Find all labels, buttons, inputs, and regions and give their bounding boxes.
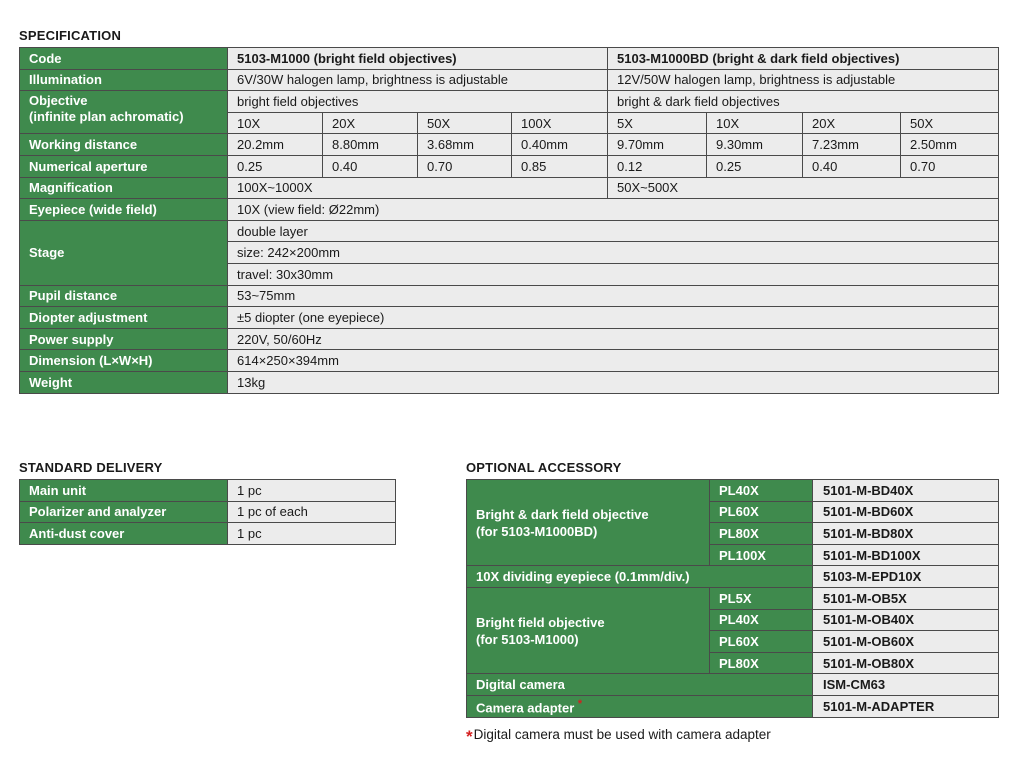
dimension-value: 614×250×394mm — [228, 350, 999, 372]
numerical-aperture-value: 0.40 — [803, 155, 901, 177]
objective-m1000: bright field objectives — [228, 91, 608, 113]
bd-objective-label — [467, 480, 710, 566]
camera-adapter-label: Camera adapter — [476, 699, 575, 715]
objective-m1000bd: bright & dark field objectives — [608, 91, 999, 113]
specification-table — [19, 47, 999, 394]
numerical-aperture-value: 0.70 — [418, 155, 512, 177]
code-m1000: 5103-M1000 (bright field objectives) — [228, 48, 608, 70]
objective-mag: 5X — [608, 112, 707, 134]
numerical-aperture-value: 0.70 — [901, 155, 999, 177]
b-objective-model: PL40X — [710, 609, 813, 631]
objective-mag: 10X — [228, 112, 323, 134]
row-power — [20, 328, 999, 350]
working-distance-value: 7.23mm — [803, 134, 901, 156]
b-objective-line1: Bright field objective — [476, 614, 605, 630]
table-row — [20, 501, 396, 523]
delivery-title: STANDARD DELIVERY — [19, 460, 163, 475]
delivery-value: 1 pc — [228, 480, 396, 502]
bd-objective-line1: Bright & dark field objective — [476, 506, 649, 522]
label-power: Power supply — [20, 328, 228, 350]
label-diopter: Diopter adjustment — [20, 307, 228, 329]
label-pupil-distance: Pupil distance — [20, 285, 228, 307]
label-objective — [20, 91, 228, 134]
row-code — [20, 48, 999, 70]
camera-adapter-code: 5101-M-ADAPTER — [813, 695, 999, 717]
b-objective-code: 5101-M-OB60X — [813, 631, 999, 653]
row-weight — [20, 371, 999, 393]
stage-value: double layer — [228, 220, 999, 242]
label-objective-line2: (infinite plan achromatic) — [29, 109, 184, 125]
table-row — [20, 480, 396, 502]
row-diopter — [20, 307, 999, 329]
label-working-distance: Working distance — [20, 134, 228, 156]
label-eyepiece: Eyepiece (wide field) — [20, 199, 228, 221]
numerical-aperture-value: 0.25 — [228, 155, 323, 177]
label-objective-line1: Objective — [29, 93, 88, 109]
table-row — [467, 695, 999, 717]
b-objective-code: 5101-M-OB40X — [813, 609, 999, 631]
specification-title: SPECIFICATION — [19, 28, 122, 43]
label-numerical-aperture: Numerical aperture — [20, 155, 228, 177]
eyepiece-value: 10X (view field: Ø22mm) — [228, 199, 999, 221]
code-m1000bd: 5103-M1000BD (bright & dark field objectives) — [608, 48, 999, 70]
working-distance-value: 9.70mm — [608, 134, 707, 156]
b-objective-code: 5101-M-OB80X — [813, 652, 999, 674]
footnote — [466, 724, 771, 744]
bd-objective-code: 5101-M-BD80X — [813, 523, 999, 545]
dividing-eyepiece-label: 10X dividing eyepiece (0.1mm/div.) — [467, 566, 813, 588]
objective-mag: 50X — [901, 112, 999, 134]
power-value: 220V, 50/60Hz — [228, 328, 999, 350]
bd-objective-code: 5101-M-BD40X — [813, 480, 999, 502]
objective-mag: 50X — [418, 112, 512, 134]
bd-objective-code: 5101-M-BD100X — [813, 544, 999, 566]
row-illumination — [20, 69, 999, 91]
bd-objective-line2: (for 5103-M1000BD) — [476, 523, 598, 539]
row-working-distance — [20, 134, 999, 156]
digital-camera-code: ISM-CM63 — [813, 674, 999, 696]
b-objective-model: PL5X — [710, 587, 813, 609]
delivery-label: Anti-dust cover — [20, 523, 228, 545]
dividing-eyepiece-code: 5103-M-EPD10X — [813, 566, 999, 588]
delivery-value: 1 pc of each — [228, 501, 396, 523]
b-objective-model: PL80X — [710, 652, 813, 674]
label-magnification: Magnification — [20, 177, 228, 199]
numerical-aperture-value: 0.12 — [608, 155, 707, 177]
objective-mag: 20X — [803, 112, 901, 134]
asterisk-marker: * — [466, 727, 473, 746]
delivery-label: Polarizer and analyzer — [20, 501, 228, 523]
table-row — [467, 566, 999, 588]
stage-value: travel: 30x30mm — [228, 263, 999, 285]
table-row — [467, 674, 999, 696]
working-distance-value: 20.2mm — [228, 134, 323, 156]
camera-adapter-cell — [467, 695, 813, 717]
b-objective-label — [467, 587, 710, 673]
bd-objective-model: PL80X — [710, 523, 813, 545]
working-distance-value: 8.80mm — [323, 134, 418, 156]
row-dimension — [20, 350, 999, 372]
working-distance-value: 0.40mm — [512, 134, 608, 156]
numerical-aperture-value: 0.40 — [323, 155, 418, 177]
row-pupil-distance — [20, 285, 999, 307]
table-row — [467, 480, 999, 502]
footnote-text: Digital camera must be used with camera adapter — [473, 727, 771, 742]
label-illumination: Illumination — [20, 69, 228, 91]
diopter-value: ±5 diopter (one eyepiece) — [228, 307, 999, 329]
bd-objective-model: PL60X — [710, 501, 813, 523]
accessory-title: OPTIONAL ACCESSORY — [466, 460, 622, 475]
objective-mag: 10X — [707, 112, 803, 134]
pupil-distance-value: 53~75mm — [228, 285, 999, 307]
working-distance-value: 3.68mm — [418, 134, 512, 156]
row-objective — [20, 91, 999, 113]
working-distance-value: 9.30mm — [707, 134, 803, 156]
bd-objective-model: PL100X — [710, 544, 813, 566]
label-code: Code — [20, 48, 228, 70]
delivery-label: Main unit — [20, 480, 228, 502]
asterisk-marker: * — [577, 697, 583, 710]
table-row — [467, 587, 999, 609]
illumination-m1000bd: 12V/50W halogen lamp, brightness is adjustable — [608, 69, 999, 91]
label-weight: Weight — [20, 371, 228, 393]
accessory-table — [466, 479, 999, 718]
stage-value: size: 242×200mm — [228, 242, 999, 264]
numerical-aperture-value: 0.25 — [707, 155, 803, 177]
row-magnification — [20, 177, 999, 199]
weight-value: 13kg — [228, 371, 999, 393]
objective-mag: 20X — [323, 112, 418, 134]
b-objective-code: 5101-M-OB5X — [813, 587, 999, 609]
numerical-aperture-value: 0.85 — [512, 155, 608, 177]
row-eyepiece — [20, 199, 999, 221]
objective-mag: 100X — [512, 112, 608, 134]
working-distance-value: 2.50mm — [901, 134, 999, 156]
label-dimension: Dimension (L×W×H) — [20, 350, 228, 372]
magnification-m1000bd: 50X~500X — [608, 177, 999, 199]
illumination-m1000: 6V/30W halogen lamp, brightness is adjustable — [228, 69, 608, 91]
magnification-m1000: 100X~1000X — [228, 177, 608, 199]
bd-objective-code: 5101-M-BD60X — [813, 501, 999, 523]
bd-objective-model: PL40X — [710, 480, 813, 502]
delivery-table — [19, 479, 396, 545]
table-row — [20, 523, 396, 545]
digital-camera-label: Digital camera — [467, 674, 813, 696]
b-objective-model: PL60X — [710, 631, 813, 653]
b-objective-line2: (for 5103-M1000) — [476, 631, 579, 647]
row-stage — [20, 220, 999, 242]
label-stage: Stage — [20, 220, 228, 285]
row-numerical-aperture — [20, 155, 999, 177]
delivery-value: 1 pc — [228, 523, 396, 545]
